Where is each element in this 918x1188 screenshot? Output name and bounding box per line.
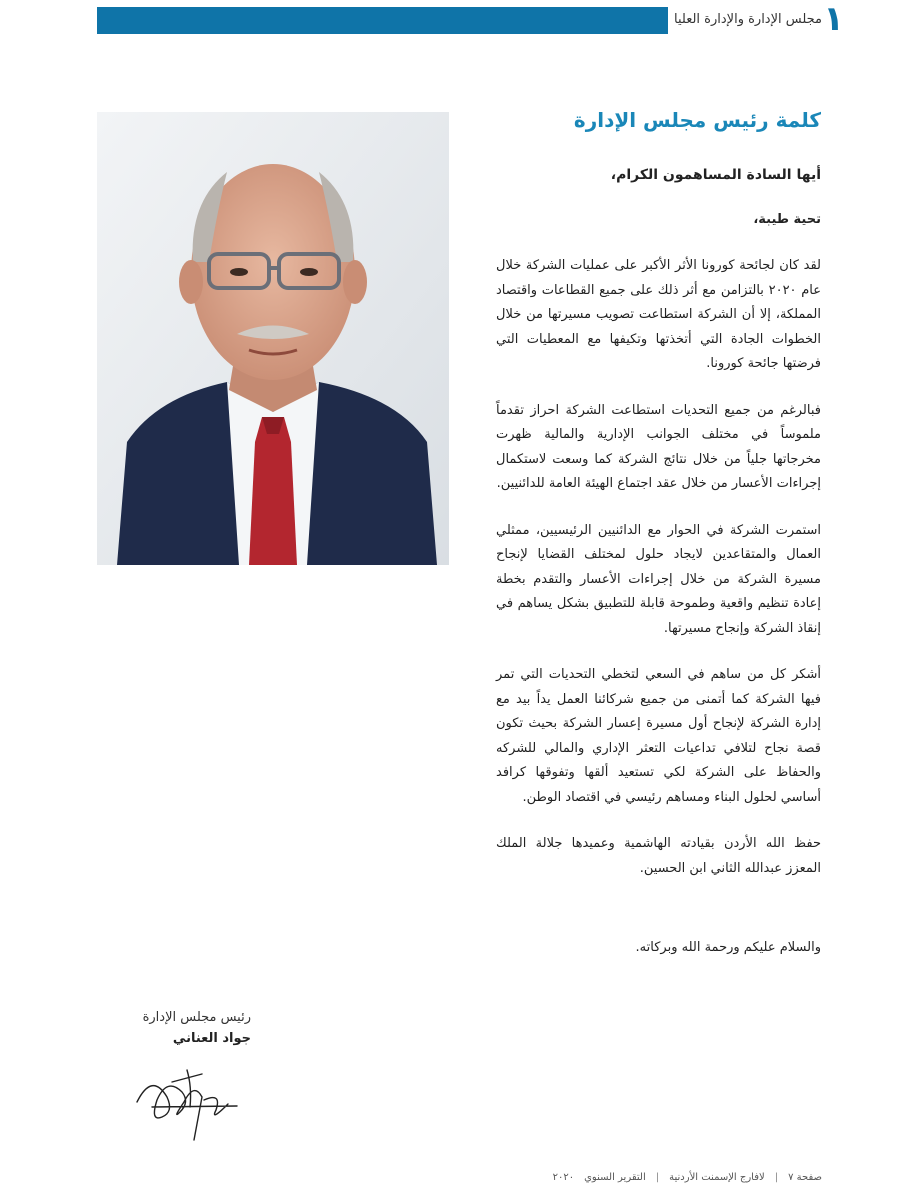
letter-paragraph: استمرت الشركة في الحوار مع الدائنيين الرئيسيين، ممثلي العمال والمتقاعدين لايجاد حلول لمختلف القضايا لإنجاح مسيرة الشركة من خلال إجراءات الأعسار والتقدم بخطة إعادة تنظيم واقعية وطموحة قابلة للتطبيق بشكل يساهم في إنقاذ الشركة وإنجاح مسيرتها. [496, 522, 821, 636]
footer-report: التقرير السنوي [584, 1172, 646, 1183]
chairman-portrait [97, 112, 449, 565]
letter-paragraph: حفظ الله الأردن بقيادته الهاشمية وعميدها جلالة الملك المعزز عبدالله الثاني ابن الحسين. [496, 836, 821, 876]
page-footer [553, 1172, 822, 1183]
footer-page: صفحة ٧ [788, 1172, 822, 1183]
footer-year: ٢٠٢٠ [552, 1172, 575, 1183]
salutation: أيها السادة المساهمون الكرام، [610, 167, 821, 183]
footer-separator: | [774, 1172, 779, 1183]
footer-separator: | [655, 1172, 660, 1183]
closing: والسلام عليكم ورحمة الله وبركاته. [635, 940, 821, 955]
letter-paragraph: أشكر كل من ساهم في السعي لتخطي التحديات التي تمر فيها الشركة كما أتمنى من جميع شركائنا العمل يداً بيد مع إدارة الشركة لإنجاح أول مسيرة إعسار الشركة بحيث تكون قصة نجاح لتلافي تداعيات التعثر الإداري والمالي للشركه والحفاظ على الشركة لكي تستعيد ألقها وتفوقها كرافد أساسي لحلول البناء ومساهم رئيسي في اقتصاد الوطن. [496, 667, 821, 805]
header-accent-bar [97, 7, 668, 34]
footer-company: لافارج الإسمنت الأردنية [669, 1172, 765, 1183]
section-number: ١ [823, 0, 844, 39]
signatory-name: جواد العناني [172, 1031, 251, 1046]
signature-block [96, 1010, 251, 1046]
letter-paragraph: لقد كان لجائحة كورونا الأثر الأكبر على عمليات الشركة خلال عام ٢٠٢٠ بالتزامن مع أثر ذلك على جميع القطاعات واقتصاد المملكة، إلا أن الشركة استطاعت تصويب مسيرتها من خلال الخطوات الجادة التي أتخذتها وتكيفها مع المعطيات التي فرضتها جائحة كورونا. [496, 258, 821, 371]
greeting: تحية طيبة، [753, 211, 821, 227]
letter-paragraph: فبالرغم من جميع التحديات استطاعت الشركة احراز تقدماً ملموساً في مختلف الجوانب الإدارية والمالية ظهرت مخرجاتها جلياً من خلال نتائج الشركة كما وسعت لاستكمال إجراءات الأعسار من خلال عقد اجتماع الهيئة العامة للدائنيين. [496, 402, 821, 491]
signatory-title: رئيس مجلس الإدارة [142, 1010, 251, 1025]
chairman-letter [496, 163, 821, 961]
handwritten-signature [132, 1062, 242, 1142]
page-heading: كلمة رئيس مجلس الإدارة [573, 108, 821, 132]
section-title: مجلس الإدارة والإدارة العليا [674, 12, 822, 27]
